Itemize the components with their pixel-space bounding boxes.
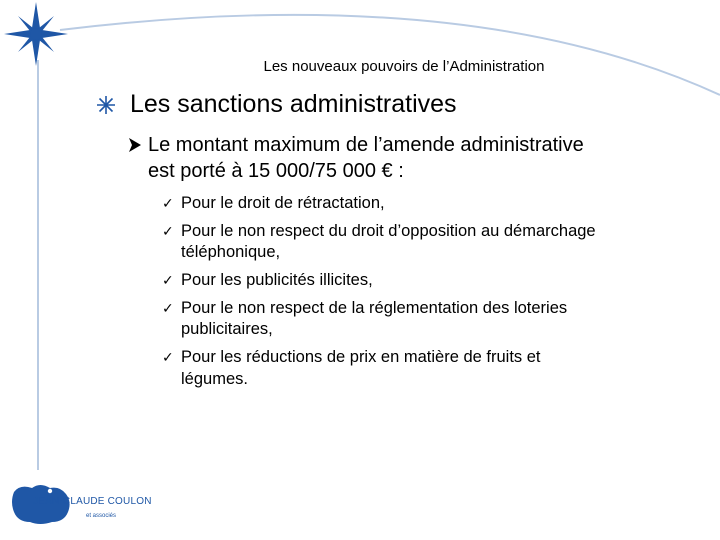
logo-subtitle: et associés — [86, 513, 117, 519]
title-row — [96, 90, 457, 119]
subpoint-line-2: est porté à 15 000/75 000 € : — [148, 160, 404, 182]
subpoint-line-1: Le montant maximum de l’amende administrative — [148, 134, 584, 156]
list-item-text: Pour le non respect de la réglementation des loteries — [181, 298, 568, 317]
list-item — [162, 344, 692, 390]
checkmark-icon: ✓ — [162, 299, 174, 316]
checkmark-icon: ✓ — [162, 272, 174, 288]
list-item-text: Pour le droit de rétractation, — [181, 194, 385, 212]
list-item-continuation: légumes. — [181, 369, 248, 388]
list-item — [162, 295, 692, 341]
check-list — [162, 190, 692, 394]
logo-name: JEAN-CLAUDE COULON — [33, 496, 152, 507]
list-item-text: Pour les réductions de prix en matière de fruits et — [181, 348, 541, 366]
list-item-text: Pour les publicités illicites, — [181, 271, 373, 289]
slide-header: Les nouveaux pouvoirs de l’Administration — [263, 58, 545, 75]
subpoint — [128, 132, 688, 184]
list-item-text: Pour le non respect du droit d’opposition au démarchage — [181, 221, 596, 240]
star-icon — [4, 2, 68, 66]
asterisk-bullet-icon — [96, 95, 116, 115]
arrow-bullet-icon — [128, 132, 142, 158]
checkmark-icon: ✓ — [162, 349, 174, 365]
slide-title: Les sanctions administratives — [130, 90, 457, 118]
list-item-continuation: téléphonique, — [181, 243, 281, 261]
list-item — [162, 190, 692, 218]
checkmark-icon: ✓ — [162, 222, 174, 239]
list-item — [162, 267, 692, 295]
list-item-continuation: publicitaires, — [181, 320, 273, 338]
checkmark-icon: ✓ — [162, 195, 174, 211]
list-item — [162, 218, 692, 264]
